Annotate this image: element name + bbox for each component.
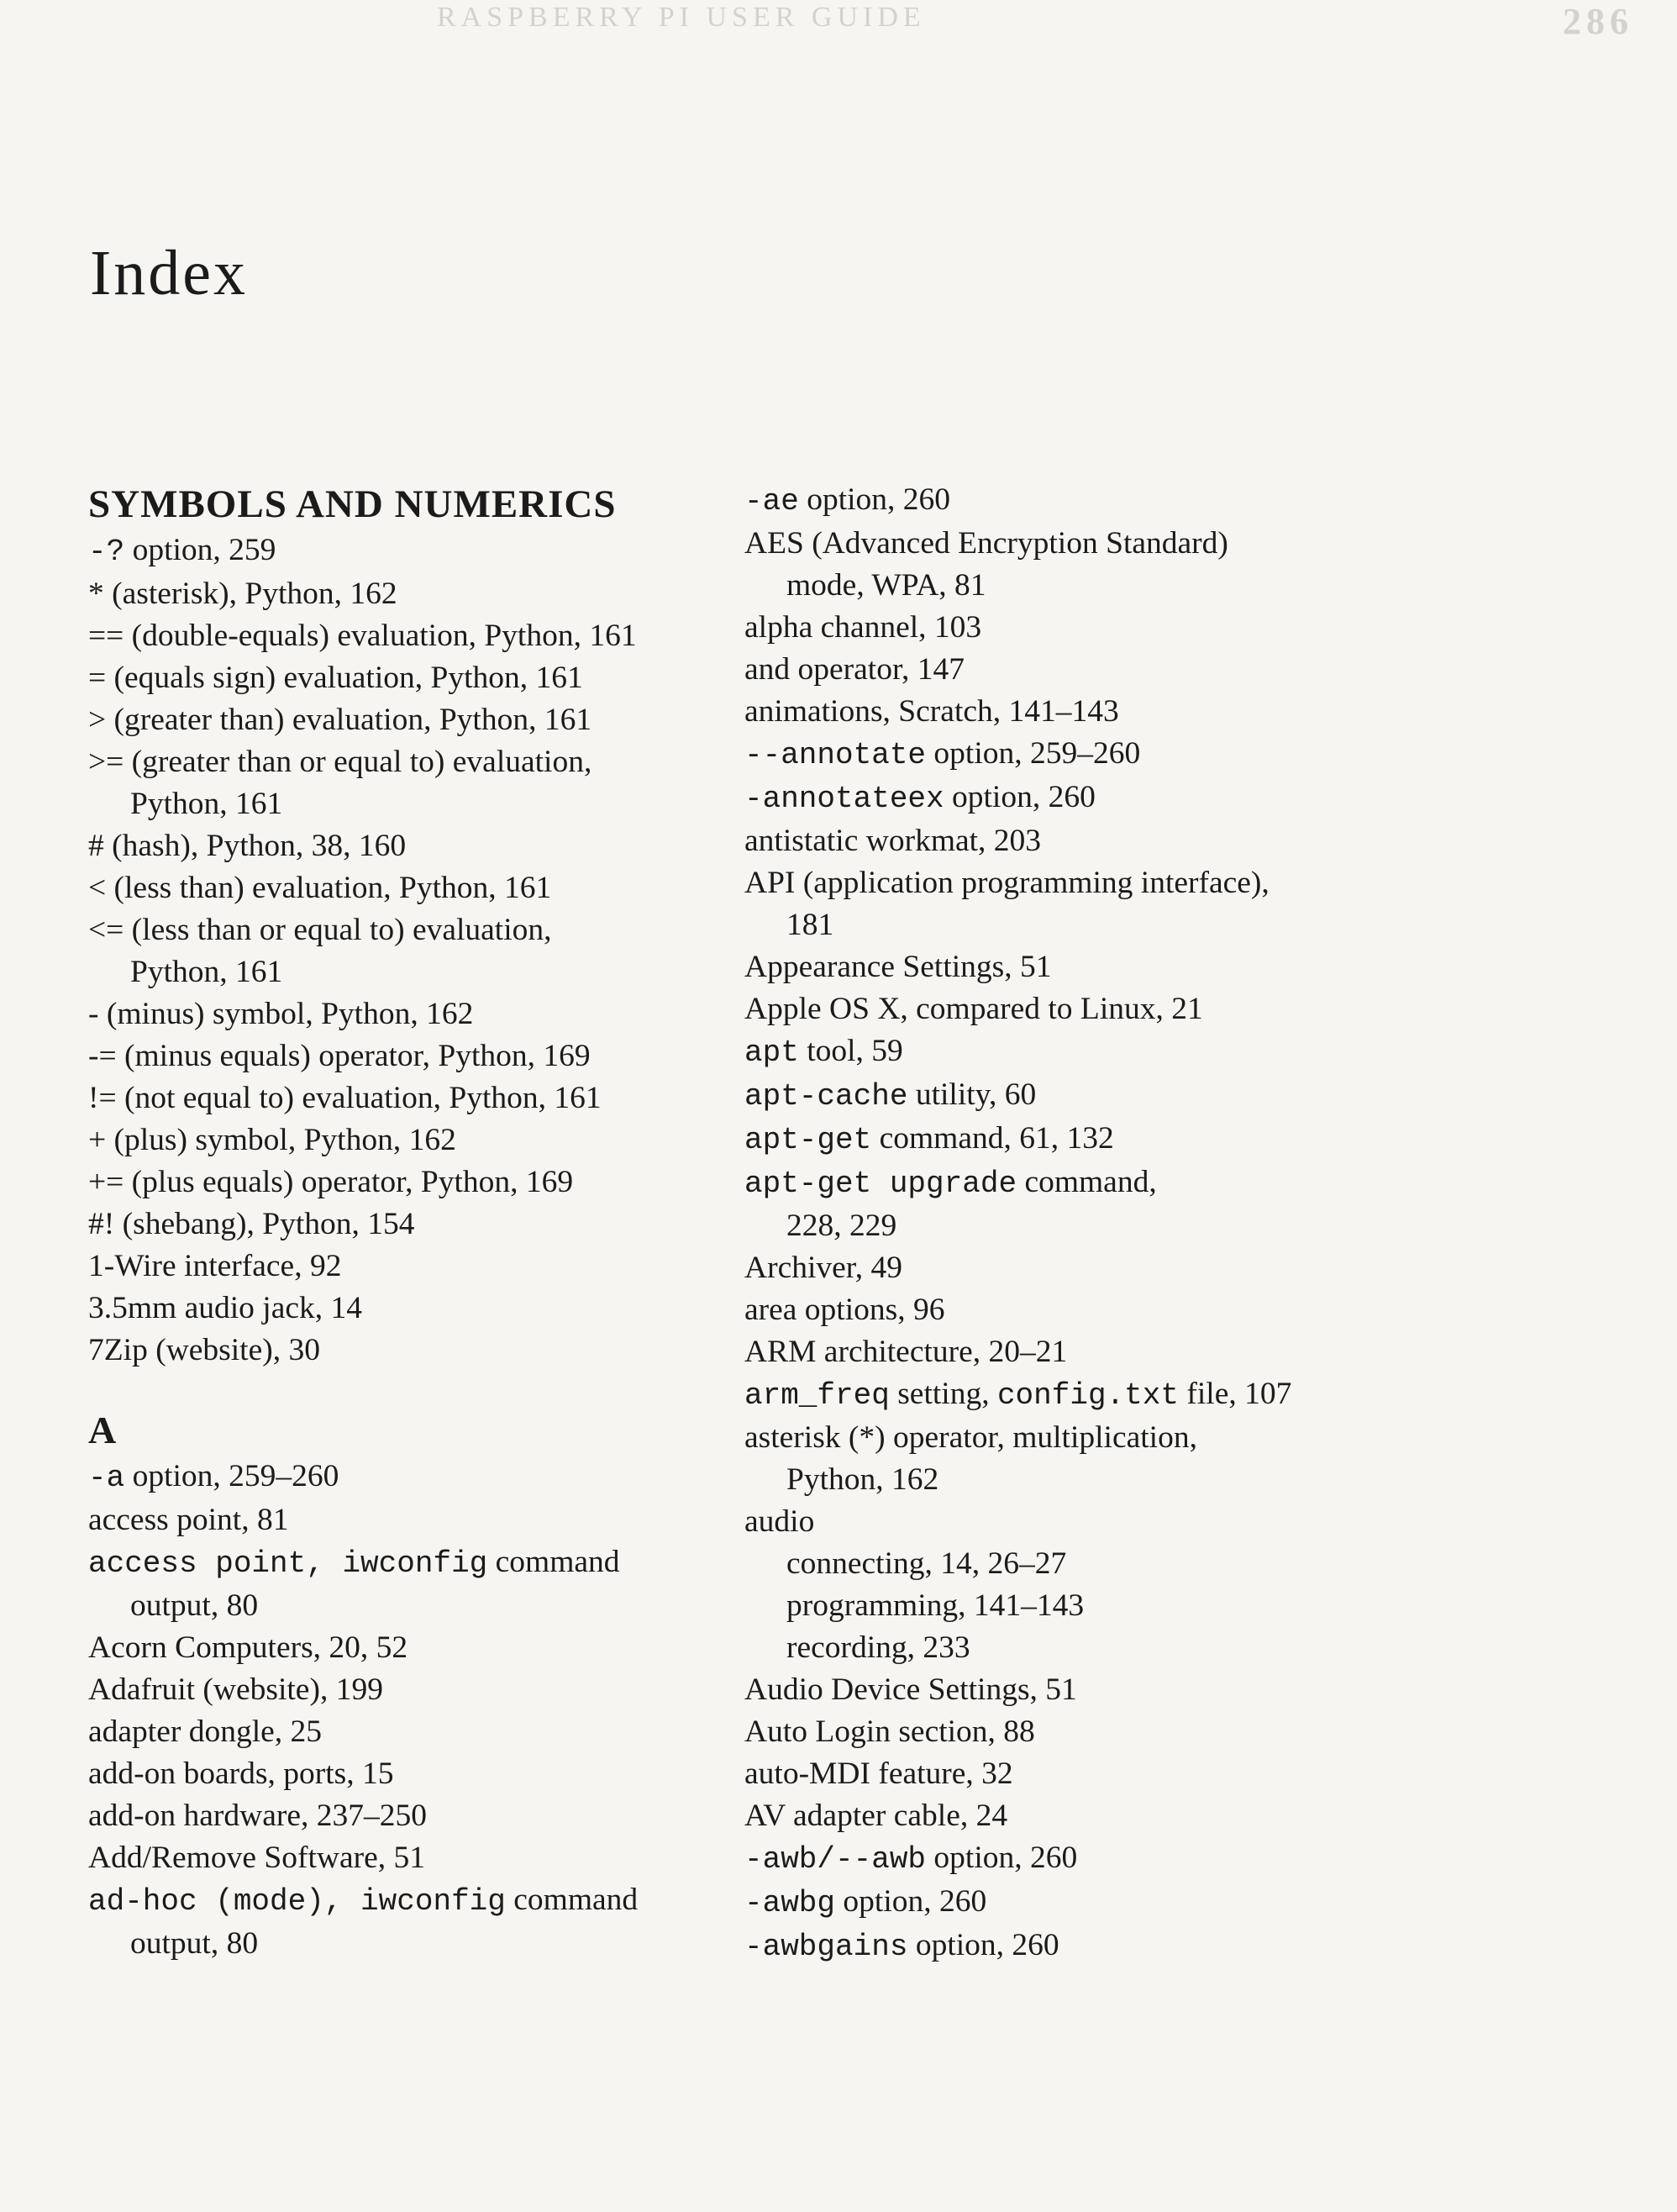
running-head: RASPBERRY PI USER GUIDE bbox=[437, 2, 926, 33]
entry-text: > (greater than) evaluation, Python, 161 bbox=[88, 703, 592, 737]
index-entry bbox=[744, 1030, 1459, 1074]
index-entry bbox=[744, 1753, 1459, 1795]
entry-text: option, 260 bbox=[926, 1841, 1078, 1875]
index-entry bbox=[744, 1373, 1459, 1417]
index-entry bbox=[88, 1499, 710, 1541]
entry-code-term: -a bbox=[88, 1461, 125, 1495]
index-subentry bbox=[744, 1627, 1459, 1669]
section-heading: A bbox=[88, 1409, 117, 1451]
index-entry bbox=[88, 1288, 710, 1330]
index-entry bbox=[744, 1711, 1459, 1753]
entry-code-term: config.txt bbox=[996, 1378, 1179, 1413]
entry-continuation: Python, 161 bbox=[130, 787, 283, 821]
entry-code-term: ad-hoc (mode), iwconfig bbox=[88, 1884, 506, 1919]
entry-text: adapter dongle, 25 bbox=[88, 1714, 323, 1749]
index-entry bbox=[744, 1501, 1459, 1543]
entry-text: tool, 59 bbox=[798, 1034, 903, 1068]
index-entry bbox=[88, 825, 710, 867]
entry-text: auto-MDI feature, 32 bbox=[744, 1756, 1013, 1791]
entry-text: ARM architecture, 20–21 bbox=[744, 1335, 1068, 1369]
index-entry bbox=[744, 777, 1459, 820]
index-right-column bbox=[744, 479, 1459, 1968]
index-entry bbox=[88, 1711, 710, 1753]
index-entry bbox=[744, 1161, 1459, 1247]
entry-continuation: output, 80 bbox=[130, 1588, 259, 1623]
entry-text: antistatic workmat, 203 bbox=[744, 824, 1042, 858]
index-entry bbox=[88, 1456, 710, 1499]
entry-code-term: access point, iwconfig bbox=[88, 1546, 488, 1581]
index-entry bbox=[744, 1289, 1459, 1331]
entry-continuation: Python, 161 bbox=[130, 955, 283, 989]
entry-text: != (not equal to) evaluation, Python, 161 bbox=[88, 1081, 602, 1115]
entry-continuation: output, 80 bbox=[130, 1926, 259, 1961]
entry-text: option, 260 bbox=[835, 1884, 987, 1919]
index-entry bbox=[88, 1330, 710, 1372]
index-entry bbox=[744, 1925, 1459, 1968]
entry-code-term: apt bbox=[744, 1035, 799, 1070]
entry-code-term: -ae bbox=[744, 484, 799, 519]
entry-code-term: -awb/--awb bbox=[744, 1842, 927, 1877]
entry-text: recording, 233 bbox=[786, 1630, 970, 1665]
index-entry bbox=[744, 607, 1459, 649]
entry-text: += (plus equals) operator, Python, 169 bbox=[88, 1165, 574, 1199]
index-entry bbox=[88, 1541, 710, 1627]
entry-text: Acorn Computers, 20, 52 bbox=[88, 1630, 408, 1665]
index-entry bbox=[744, 1118, 1459, 1161]
index-entry bbox=[744, 1669, 1459, 1711]
entry-text: option, 260 bbox=[798, 482, 951, 517]
entry-text: asterisk (*) operator, multiplication, bbox=[744, 1420, 1197, 1455]
entry-text: - (minus) symbol, Python, 162 bbox=[88, 997, 474, 1031]
entry-text: option, 260 bbox=[907, 1928, 1059, 1962]
entry-continuation: 228, 229 bbox=[786, 1209, 897, 1243]
index-entry bbox=[88, 1753, 710, 1795]
index-entry bbox=[88, 1879, 710, 1965]
index-entry bbox=[88, 909, 710, 993]
index-entry bbox=[88, 867, 710, 909]
entry-text: option, 259 bbox=[124, 533, 276, 567]
index-entry bbox=[88, 1035, 710, 1077]
index-entry bbox=[744, 1074, 1459, 1118]
index-entry bbox=[744, 733, 1459, 777]
entry-continuation: Python, 162 bbox=[786, 1462, 939, 1497]
entry-text: < (less than) evaluation, Python, 161 bbox=[88, 871, 552, 905]
entry-text: utility, 60 bbox=[907, 1077, 1037, 1112]
entry-text: command bbox=[487, 1545, 620, 1579]
index-entry bbox=[744, 691, 1459, 733]
page-title: Index bbox=[90, 238, 249, 308]
entry-text: audio bbox=[744, 1504, 815, 1539]
entry-code-term: -awbgains bbox=[744, 1930, 908, 1964]
entry-code-term: -? bbox=[88, 535, 125, 569]
entry-text: area options, 96 bbox=[744, 1293, 945, 1327]
index-entry bbox=[744, 1881, 1459, 1925]
entry-text: add-on hardware, 237–250 bbox=[88, 1799, 427, 1833]
entry-text: add-on boards, ports, 15 bbox=[88, 1756, 394, 1791]
entry-text: Adafruit (website), 199 bbox=[88, 1672, 383, 1707]
index-entry bbox=[88, 573, 710, 615]
index-entry bbox=[88, 1246, 710, 1288]
index-entry bbox=[88, 741, 710, 825]
index-entry bbox=[744, 988, 1459, 1030]
entry-text: command, 61, 132 bbox=[871, 1121, 1114, 1156]
index-entry bbox=[88, 529, 710, 573]
entry-code-term: apt-get upgrade bbox=[744, 1167, 1017, 1201]
entry-text: 7Zip (website), 30 bbox=[88, 1333, 320, 1367]
index-entry bbox=[88, 1795, 710, 1837]
entry-code-term: apt-get bbox=[744, 1123, 872, 1157]
entry-continuation: 181 bbox=[786, 908, 834, 942]
index-entry bbox=[744, 820, 1459, 862]
entry-text: connecting, 14, 26–27 bbox=[786, 1546, 1067, 1581]
entry-text: 1-Wire interface, 92 bbox=[88, 1249, 342, 1283]
entry-text: * (asterisk), Python, 162 bbox=[88, 577, 397, 611]
entry-text: command, bbox=[1017, 1165, 1157, 1199]
index-entry bbox=[744, 523, 1459, 607]
entry-code-term: arm_freq bbox=[744, 1378, 890, 1413]
index-entry bbox=[744, 479, 1459, 523]
index-entry bbox=[88, 1669, 710, 1711]
index-subentry bbox=[744, 1543, 1459, 1585]
index-entry bbox=[744, 1247, 1459, 1289]
entry-text: option, 260 bbox=[944, 780, 1096, 814]
entry-text: >= (greater than or equal to) evaluation, bbox=[88, 745, 592, 779]
entry-text: option, 259–260 bbox=[926, 736, 1141, 771]
entry-text: == (double-equals) evaluation, Python, 161 bbox=[88, 619, 637, 653]
index-entry bbox=[744, 862, 1459, 946]
entry-text: + (plus) symbol, Python, 162 bbox=[88, 1123, 456, 1157]
entry-text: <= (less than or equal to) evaluation, bbox=[88, 913, 552, 947]
entry-text: access point, 81 bbox=[88, 1503, 289, 1537]
entry-continuation: mode, WPA, 81 bbox=[786, 568, 986, 603]
index-entry bbox=[88, 1837, 710, 1879]
entry-text: API (application programming interface), bbox=[744, 866, 1270, 900]
index-entry bbox=[88, 657, 710, 699]
entry-text: Archiver, 49 bbox=[744, 1251, 903, 1285]
entry-text: = (equals sign) evaluation, Python, 161 bbox=[88, 661, 583, 695]
entry-text: AES (Advanced Encryption Standard) bbox=[744, 526, 1228, 561]
index-entry bbox=[88, 1119, 710, 1161]
section-heading: SYMBOLS AND NUMERICS bbox=[88, 482, 617, 526]
index-entry bbox=[88, 615, 710, 657]
entry-text: Add/Remove Software, 51 bbox=[88, 1841, 425, 1875]
entry-text: # (hash), Python, 38, 160 bbox=[88, 829, 407, 863]
entry-text: option, 259–260 bbox=[124, 1459, 339, 1493]
entry-text: AV adapter cable, 24 bbox=[744, 1799, 1008, 1833]
entry-text: -= (minus equals) operator, Python, 169 bbox=[88, 1039, 591, 1073]
index-entry bbox=[88, 993, 710, 1035]
index-subentry bbox=[744, 1585, 1459, 1627]
entry-text: animations, Scratch, 141–143 bbox=[744, 694, 1119, 729]
index-entry bbox=[88, 1627, 710, 1669]
index-entry bbox=[88, 1161, 710, 1203]
entry-text: command bbox=[505, 1883, 639, 1917]
entry-text: alpha channel, 103 bbox=[744, 610, 982, 645]
entry-code-term: -awbg bbox=[744, 1886, 836, 1920]
entry-text: file, 107 bbox=[1179, 1377, 1292, 1411]
index-entry bbox=[88, 1203, 710, 1246]
entry-text: and operator, 147 bbox=[744, 652, 965, 687]
entry-code-term: --annotate bbox=[744, 738, 927, 772]
entry-text: Appearance Settings, 51 bbox=[744, 950, 1052, 984]
entry-text: setting, bbox=[889, 1377, 997, 1411]
index-entry bbox=[744, 1795, 1459, 1837]
index-entry bbox=[88, 1077, 710, 1119]
entry-text: Audio Device Settings, 51 bbox=[744, 1672, 1077, 1707]
index-entry bbox=[744, 649, 1459, 691]
index-entry bbox=[744, 1837, 1459, 1881]
index-entry bbox=[744, 1417, 1459, 1501]
entry-code-term: -annotateex bbox=[744, 782, 944, 816]
entry-text: #! (shebang), Python, 154 bbox=[88, 1207, 415, 1241]
entry-text: programming, 141–143 bbox=[786, 1588, 1085, 1623]
index-entry bbox=[744, 1331, 1459, 1373]
index-left-column bbox=[88, 479, 710, 1965]
index-entry bbox=[88, 699, 710, 741]
page-number: 286 bbox=[1563, 1, 1633, 42]
entry-text: Apple OS X, compared to Linux, 21 bbox=[744, 992, 1203, 1026]
entry-text: 3.5mm audio jack, 14 bbox=[88, 1291, 362, 1325]
index-entry bbox=[744, 946, 1459, 988]
entry-text: Auto Login section, 88 bbox=[744, 1714, 1035, 1749]
entry-code-term: apt-cache bbox=[744, 1079, 908, 1114]
